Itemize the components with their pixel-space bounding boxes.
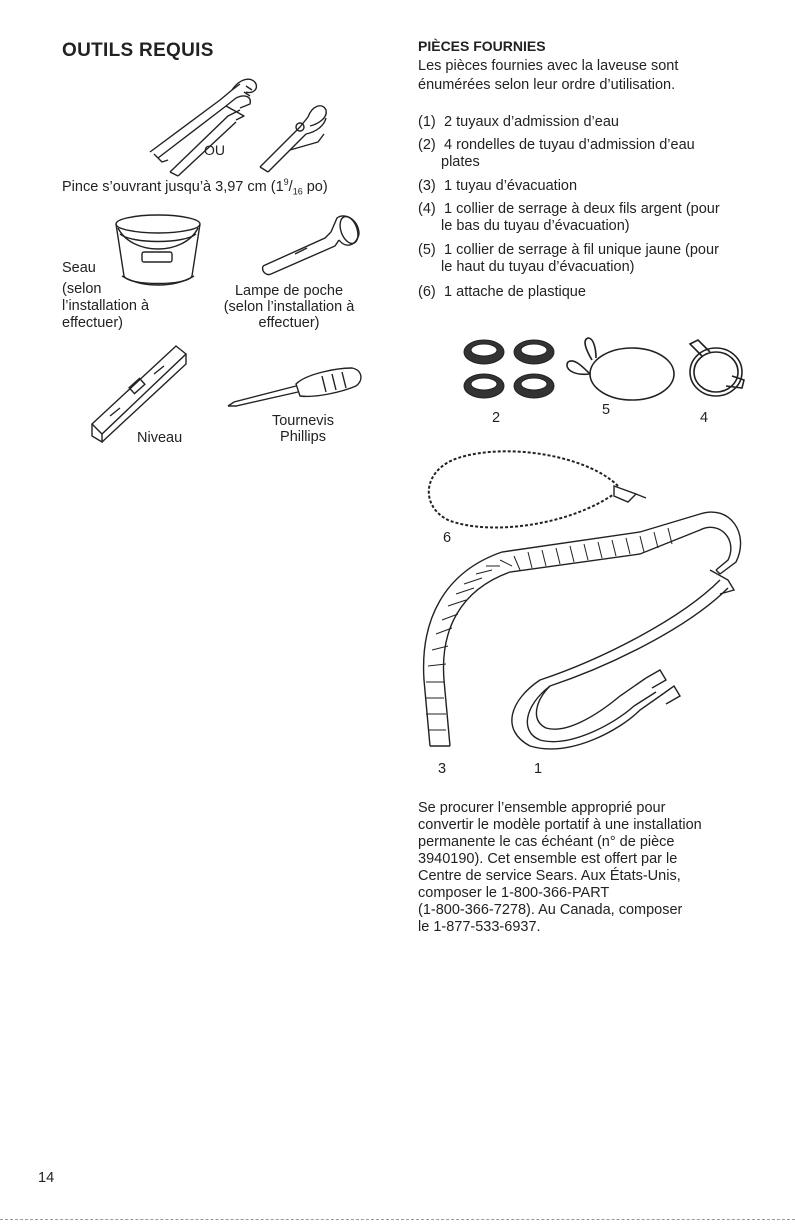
list-item: (4) 1 collier de serrage à deux fils argent (pour le bas du tuyau d’évacuation) [418, 201, 720, 234]
label-3: 3 [438, 761, 447, 777]
flashlight-caption-3: effectuer) [258, 315, 320, 331]
screwdriver-icon [226, 362, 366, 412]
page-bottom-rule [0, 1219, 795, 1220]
note-line: Centre de service Sears. Aux États-Unis, [418, 868, 681, 884]
note-line: Se procurer l’ensemble approprié pour [418, 800, 666, 816]
pliers-caption: Pince s’ouvrant jusqu’à 3,97 cm ($1^9/_{16}$ po) [62, 177, 328, 197]
label-2: 2 [492, 410, 501, 426]
pliers-icon [140, 72, 330, 172]
flashlight-icon [255, 210, 365, 275]
page-number: 14 [38, 1170, 55, 1186]
list-item: (2) 4 rondelles de tuyau d’admission d’eau plates [418, 137, 695, 170]
bucket-icon [112, 212, 204, 292]
note-line: convertir le modèle portatif à une installation [418, 817, 702, 833]
bucket-caption-2: (selon [62, 281, 102, 297]
note-line: (1-800-366-7278). Au Canada, composer [418, 902, 683, 918]
note-line: composer le 1-800-366-PART [418, 885, 610, 901]
washers-icon [462, 336, 562, 406]
bucket-caption-1: Seau [62, 260, 96, 276]
note-line: le 1-877-533-6937. [418, 919, 541, 935]
bucket-caption-4: effectuer) [62, 315, 123, 331]
flashlight-caption-2: (selon l’installation à [223, 299, 355, 315]
double-wire-clamp-icon [682, 336, 752, 406]
bucket-caption-3: l’installation à [62, 298, 150, 314]
screwdriver-caption-1: Tournevis [271, 413, 335, 429]
label-4: 4 [700, 410, 709, 426]
parts-intro-2: énumérées selon leur ordre d’utilisation. [418, 77, 676, 93]
label-5: 5 [602, 402, 611, 418]
note-line: 3940190). Cet ensemble est offert par le [418, 851, 678, 867]
label-1: 1 [534, 761, 543, 777]
screwdriver-caption-2: Phillips [280, 429, 326, 445]
list-item: (5) 1 collier de serrage à fil unique jaune (pour le haut du tuyau d’évacuation) [418, 242, 719, 275]
pliers-or-label: OU [204, 142, 225, 158]
flashlight-caption-1: Lampe de poche [234, 283, 344, 299]
list-item: (6) 1 attache de plastique [418, 284, 586, 300]
note-line: permanente le cas échéant (n° de pièce [418, 834, 675, 850]
level-caption: Niveau [137, 430, 183, 446]
label-6: 6 [443, 530, 452, 546]
tools-title: OUTILS REQUIS [62, 40, 214, 61]
list-item: (3) 1 tuyau d’évacuation [418, 178, 578, 194]
list-item: (1) 2 tuyaux d’admission d’eau [418, 114, 619, 130]
level-icon [90, 342, 190, 442]
parts-title: PIÈCES FOURNIES [418, 38, 546, 54]
parts-intro-1: Les pièces fournies avec la laveuse sont [418, 58, 679, 74]
single-wire-clamp-icon [562, 336, 682, 406]
hoses-icon [420, 510, 750, 750]
